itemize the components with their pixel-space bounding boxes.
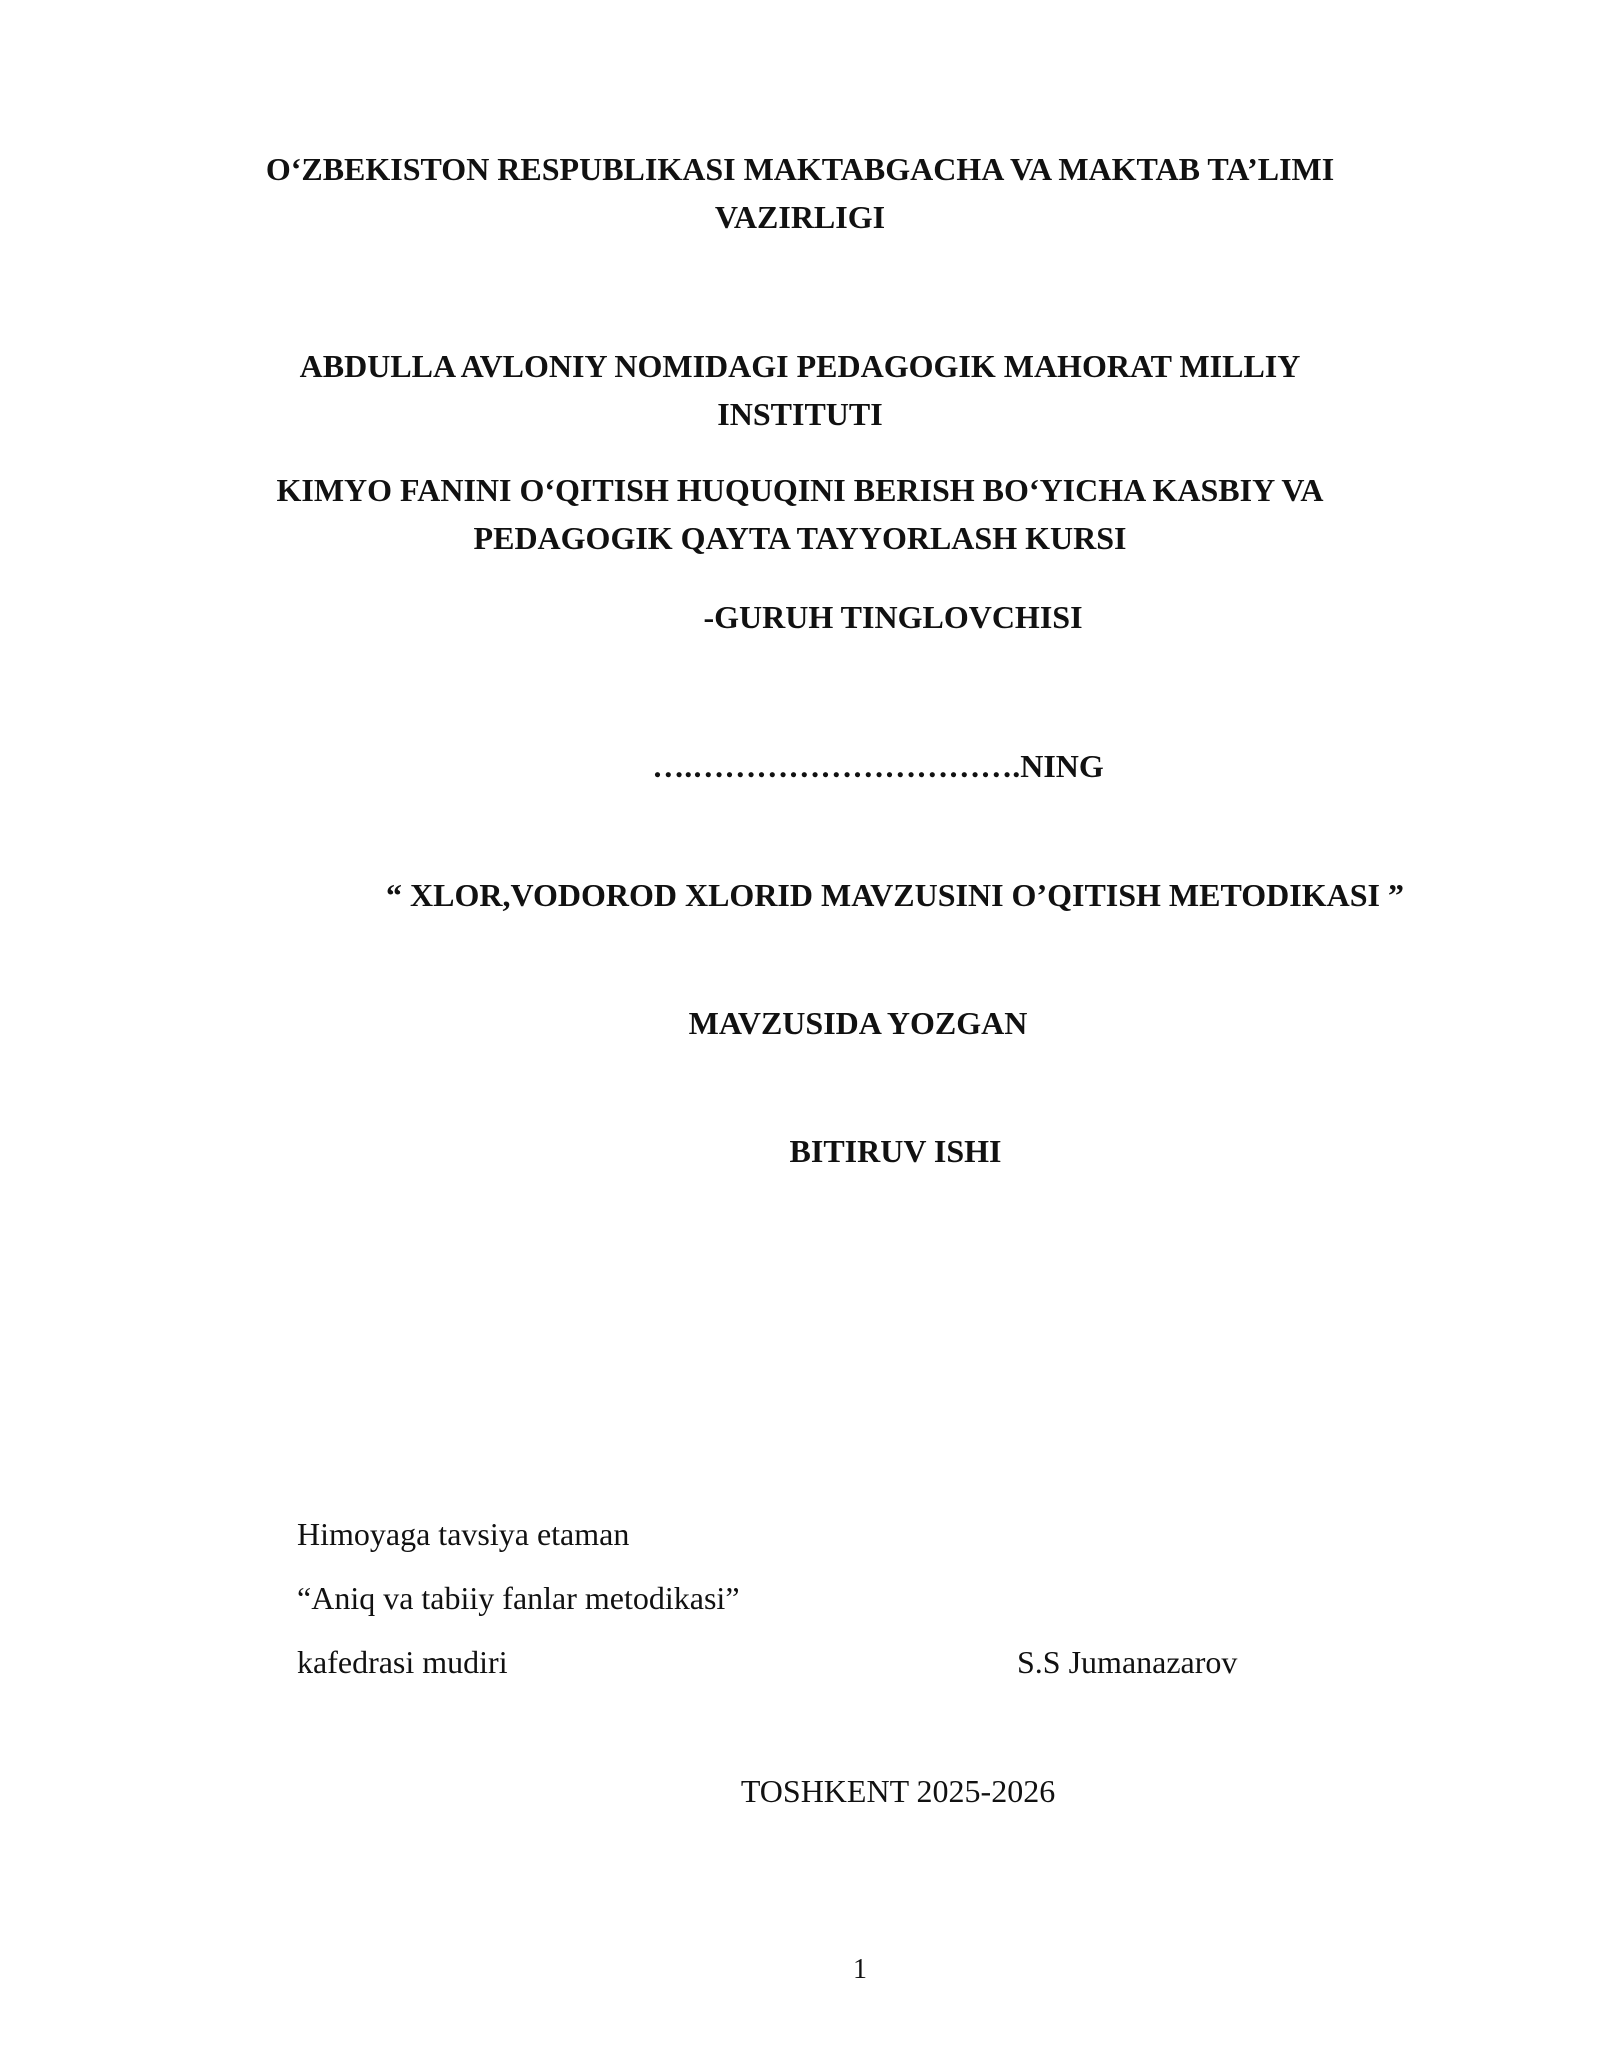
topic-title: “ XLOR,VODOROD XLORID MAVZUSINI O’QITISH METODIKASI ” — [386, 877, 1404, 913]
place-year: TOSHKENT 2025-2026 — [740, 1773, 1056, 1809]
written-line: MAVZUSIDA YOZGAN — [688, 1005, 1028, 1041]
institute-line-2: INSTITUTI — [717, 396, 883, 432]
institute-line-1: ABDULLA AVLONIY NOMIDAGI PEDAGOGIK MAHORAT MILLIY — [299, 348, 1301, 384]
page-number: 1 — [853, 1954, 867, 1985]
approval-head-name: S.S Jumanazarov — [1017, 1644, 1238, 1680]
work-type: BITIRUV ISHI — [789, 1133, 1002, 1169]
ministry-line-1: O‘ZBEKISTON RESPUBLIKASI MAKTABGACHA VA MAKTAB TA’LIMI — [265, 151, 1335, 187]
approval-head-label: kafedrasi mudiri — [297, 1644, 508, 1680]
approval-department: “Aniq va tabiiy fanlar metodikasi” — [297, 1580, 740, 1616]
student-name-line: ….………………………….NING — [652, 748, 1104, 784]
course-line-1: KIMYO FANINI O‘QITISH HUQUQINI BERISH BO‘YICHA KASBIY VA — [276, 472, 1324, 508]
ministry-heading — [0, 145, 1600, 241]
institute-heading — [0, 342, 1600, 438]
course-line-2: PEDAGOGIK QAYTA TAYYORLASH KURSI — [473, 520, 1127, 556]
approval-recommend: Himoyaga tavsiya etaman — [297, 1516, 630, 1552]
group-line: -GURUH TINGLOVCHISI — [703, 599, 1083, 635]
course-heading — [0, 466, 1600, 562]
ministry-line-2: VAZIRLIGI — [714, 199, 886, 235]
